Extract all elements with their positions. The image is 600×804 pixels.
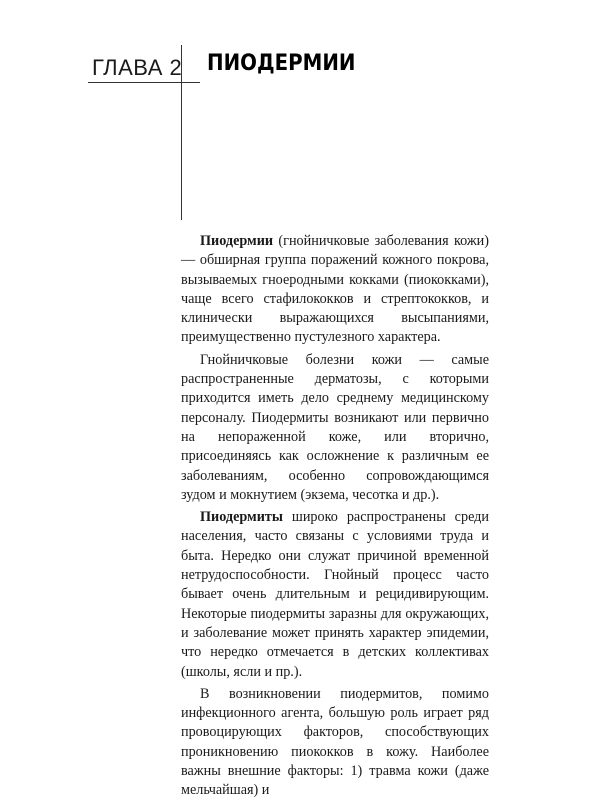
paragraph-4 — [181, 685, 489, 801]
paragraph-1 — [181, 232, 489, 348]
paragraph-2 — [181, 351, 489, 505]
chapter-horizontal-rule — [88, 82, 200, 83]
paragraph-text: В возникновении пиодермитов, помимо инфекционного агента, большую роль играет ряд провоцирующих факторов, способствующих проникновению пиококков в кожу. Наиболее важны внешние факторы: 1) травма кожи (даже мельчайшая) и — [181, 685, 489, 799]
chapter-title: ПИОДЕРМИИ — [207, 51, 356, 76]
paragraph-text: Гнойничковые болезни кожи — самые распространенные дерматозы, с которыми приходится иметь дело среднему медицинскому персоналу. Пиодермиты возникают или первично на непораженной коже, или вторично, присоединяясь как осложнение к различным ее заболеваниям, особенно сопровождающимся зудом и мокнутием (экзема, чесотка и др.). — [181, 351, 489, 503]
chapter-number: ГЛАВА 2 — [92, 55, 183, 80]
term-pyodermites: Пиодермиты — [200, 509, 283, 526]
paragraph-text: широко распространены среди населения, часто связаны с условиями труда и быта. Нередко они служат причиной временной нетрудоспособности. Гнойный процесс часто бывает очень длительным и рецидивирующим. Некоторые пиодермиты заразны для окружающих, и заболевание может принять характер эпидемии, что нередко отмечается в детских коллективах (школы, ясли и пр.). — [181, 509, 489, 680]
paragraph-text: (гнойничковые заболевания кожи) — обширная группа поражений кожного покрова, вызываемых гноеродными кокками (пиококками), чаще всего стафилококков и стрептококков, и клинически выражающихся высыпаниями, преимущественно пустулезного характера. — [181, 233, 489, 346]
paragraph-3 — [181, 508, 489, 682]
body-text — [181, 232, 489, 804]
term-pyoderma: Пиодермии — [200, 233, 274, 249]
